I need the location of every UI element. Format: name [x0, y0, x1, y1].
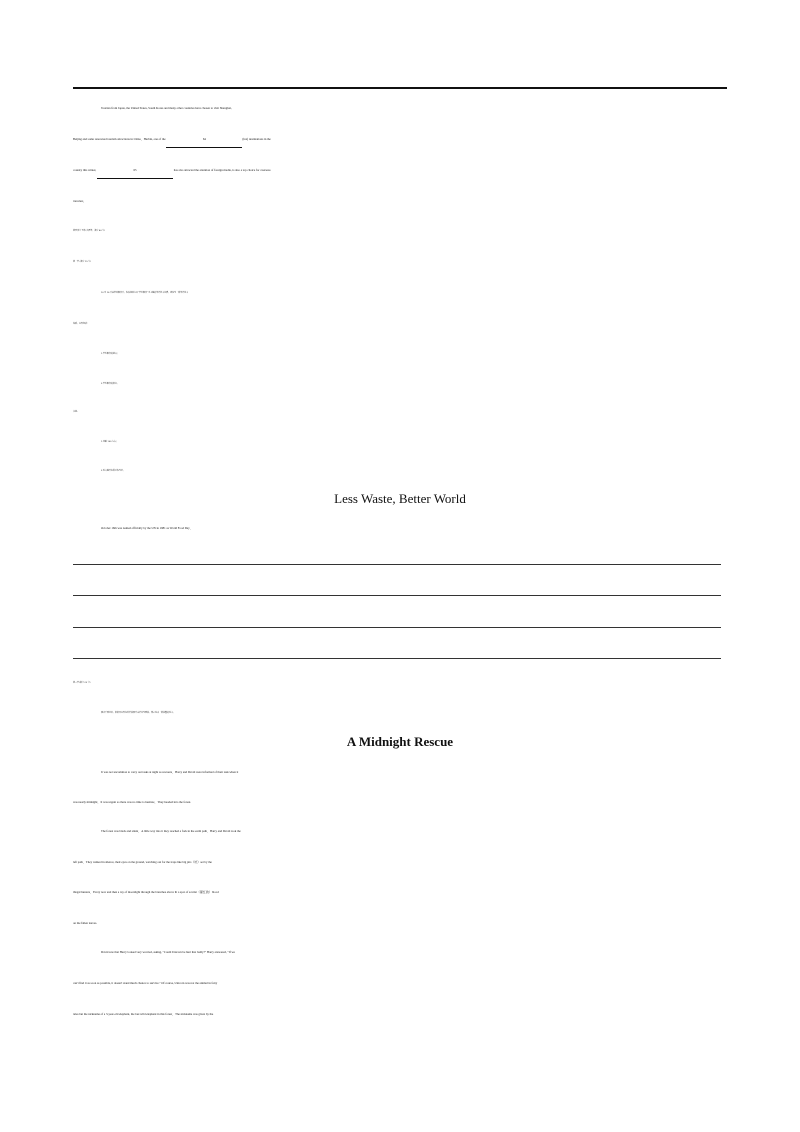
passage-line-3-pre: country this winter, [73, 168, 97, 172]
section1-note-label: 注意: [73, 411, 78, 413]
top-rule [73, 87, 727, 89]
passage-line-1: Tourists from Japan, the United States, South Korea and many other countries have chosen to visit Shanghai, [101, 106, 232, 110]
story-p1-line-1: It was not uncommon to carry out tasks at night as rescuers．Harry and David were informed of their task when it [101, 770, 239, 774]
passage-line-3-post: has also attracted the attention of foreign media, is also a top choice for overseas [173, 168, 271, 172]
section1-heading: 第一节 (满分 15 分) [73, 261, 92, 263]
story-p2-line-4: on the fallen leaves. [73, 921, 97, 925]
writing-line-1[interactable] [73, 564, 721, 565]
section2-instruction: 阅读下面材料，根据其内容和所给段落开头语续写两段，使之构成一篇完整的短文。 [101, 712, 176, 714]
story-p3-line-3: tales but the nickname of a 3-year-old elephant, the last wild elephant in this forest．The nickname was given by the [73, 1012, 214, 1016]
writing-line-2[interactable] [73, 595, 721, 596]
blank-64[interactable]: 64 [166, 131, 242, 148]
blank-65[interactable]: 65 [97, 162, 173, 179]
section1-note-1: 1.词数 100 左右； [101, 441, 118, 443]
story-p3-line-1: David saw that Harry looked very worried, asking, "Could Unicorn be hurt that badly?" Harry answered, "If we [101, 950, 235, 954]
story-p2-line-3: illegal hunters．Every now and then a ray of moonlight through the branches above lit a spot of scarlet（猩红的）blood [73, 890, 219, 894]
section1-prompt-line-1: 10 月 16 日是世界粮食日，你校将举办以“节约粮食”为主题的英语征文比赛，请你写一篇英语短文 [101, 292, 189, 294]
section1-note-2: 2.短文题目和首已你写好。 [101, 470, 125, 472]
section1-prompt-line-2: 投稿，内容包括： [73, 323, 90, 325]
story-p2-line-1: The forest was black and silent．A little way into it they reached a fork in the earth path．Harry and David took the [101, 829, 241, 833]
passage-line-3 [73, 161, 733, 179]
section2-heading: 第二节(满分 25 分) [73, 682, 91, 684]
section1-item-1: 1.节约粮食的意义； [101, 353, 119, 355]
story-title: A Midnight Rescue [346, 734, 454, 749]
story-p2-line-2: left path．They walked in silence, their eyes on the ground, watching out for the traps like big pits（坑）set by the [73, 860, 212, 864]
passage-line-4: travelers． [73, 199, 87, 203]
story-p1-line-2: was nearly midnight．It was urgent so there was no time to hesitate．They headed into the forest. [73, 800, 192, 804]
writing-line-3[interactable] [73, 627, 721, 628]
passage-line-2 [73, 130, 733, 148]
story-p3-line-2: can't find it as soon as possible, it doesn't stand much chance to survive." Of course, Unicorn was not the animal in fairy [73, 981, 218, 985]
essay-first-sentence: October 16th was named officially by the UN in 1981 as World Food Day． [101, 526, 193, 530]
part4-heading: 第四部分 写作(共两节，满分 40 分) [73, 230, 106, 232]
writing-line-4[interactable] [73, 658, 721, 659]
essay-title: Less Waste, Better World [334, 491, 466, 506]
passage-line-2-pre: Beijing and some renowned tourism attractions in China．Harbin, one of the [73, 137, 166, 141]
passage-line-2-post: (hot) destinations in the [242, 137, 271, 141]
section1-item-2: 2.节约粮食的倡议。 [101, 383, 119, 385]
